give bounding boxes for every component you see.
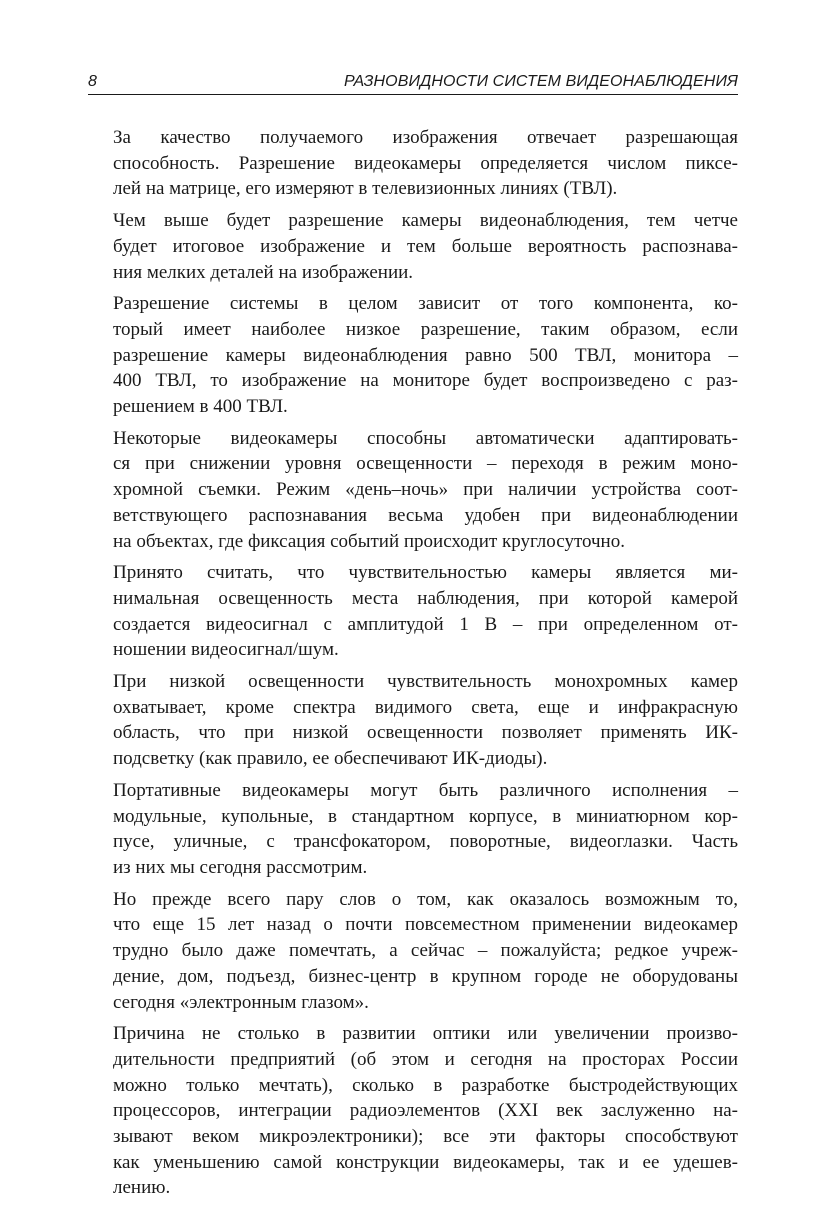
paragraph <box>88 669 738 772</box>
page-number: 8 <box>88 73 97 90</box>
text-line: будет итоговое изображение и тем больше вероятность распознава- <box>113 235 738 257</box>
text-line: из них мы сегодня рассмотрим. <box>113 856 368 878</box>
paragraph <box>88 208 738 285</box>
text-line: разрешение камеры видеонаблюдения равно 500 ТВЛ, монитора – <box>113 344 738 366</box>
paragraph <box>88 426 738 555</box>
text-line: можно только мечтать), сколько в разработке быстродействующих <box>113 1074 738 1096</box>
paragraph <box>88 291 738 420</box>
text-line: Чем выше будет разрешение камеры видеонаблюдения, тем четче <box>113 210 738 232</box>
paragraph <box>88 778 738 881</box>
text-line: ветствующего распознавания весьма удобен при видеонаблюдении <box>113 504 738 526</box>
text-line: хромной съемки. Режим «день–ночь» при наличии устройства соот- <box>113 479 738 501</box>
text-line: При низкой освещенности чувствительность монохромных камер <box>113 671 738 693</box>
text-line: процессоров, интеграции радиоэлементов (XXI век заслуженно на- <box>113 1100 738 1122</box>
text-line: За качество получаемого изображения отвечает разрешающая <box>113 127 738 148</box>
text-line: лей на матрице, его измеряют в телевизионных линиях (ТВЛ). <box>113 178 618 200</box>
paragraph <box>88 125 738 202</box>
text-line: ношении видеосигнал/шум. <box>113 639 339 661</box>
text-line: зывают веком микроэлектроники); все эти факторы способствуют <box>113 1126 738 1148</box>
text-line: Принято считать, что чувствительностью камеры является ми- <box>113 562 738 584</box>
body-text <box>88 125 738 1207</box>
text-line: трудно было даже помечтать, а сейчас – пожалуйста; редкое учреж- <box>113 940 738 962</box>
text-line: ся при снижении уровня освещенности – переходя в режим моно- <box>113 453 738 475</box>
text-line: что еще 15 лет назад о почти повсеместном применении видеокамер <box>113 914 738 936</box>
text-line: создается видеосигнал с амплитудой 1 В – при определенном от- <box>113 613 738 635</box>
running-title: РАЗНОВИДНОСТИ СИСТЕМ ВИДЕОНАБЛЮДЕНИЯ <box>343 73 738 90</box>
text-line: ния мелких деталей на изображении. <box>113 261 414 283</box>
text-line: подсветку (как правило, ее обеспечивают ИК-диоды). <box>113 748 548 770</box>
paragraph <box>88 560 738 663</box>
text-line: область, что при низкой освещенности позволяет применять ИК- <box>113 722 738 744</box>
running-header <box>88 72 738 95</box>
text-line: Разрешение системы в целом зависит от того компонента, ко- <box>113 293 738 315</box>
text-line: охватывает, кроме спектра видимого света, еще и инфракрасную <box>113 696 738 718</box>
paragraph <box>88 1021 738 1201</box>
text-line: сегодня «электронным глазом». <box>113 991 369 1013</box>
text-line: дение, дом, подъезд, бизнес-центр в крупном городе не оборудованы <box>113 965 738 987</box>
text-line: торый имеет наиболее низкое разрешение, таким образом, если <box>113 318 738 340</box>
text-line: дительности предприятий (об этом и сегодня на просторах России <box>113 1048 738 1070</box>
text-line: на объектах, где фиксация событий происходит круглосуточно. <box>113 530 625 552</box>
text-line: 400 ТВЛ, то изображение на мониторе будет воспроизведено с раз- <box>113 370 738 392</box>
text-line: пусе, уличные, с трансфокатором, поворотные, видеоглазки. Часть <box>113 831 738 853</box>
text-line: Причина не столько в развитии оптики или увеличении произво- <box>113 1023 738 1045</box>
paragraph <box>88 887 738 1016</box>
text-line: нимальная освещенность места наблюдения, при которой камерой <box>113 587 738 609</box>
text-line: решением в 400 ТВЛ. <box>113 396 288 418</box>
text-line: Портативные видеокамеры могут быть различного исполнения – <box>113 779 738 801</box>
text-line: лению. <box>113 1177 171 1199</box>
text-line: Некоторые видеокамеры способны автоматически адаптировать- <box>113 427 738 449</box>
text-line: Но прежде всего пару слов о том, как оказалось возможным то, <box>113 888 738 910</box>
text-line: способность. Разрешение видеокамеры определяется числом пиксе- <box>113 152 738 174</box>
text-line: как уменьшению самой конструкции видеокамеры, так и ее удешев- <box>113 1151 738 1173</box>
text-line: модульные, купольные, в стандартном корпусе, в миниатюрном кор- <box>113 805 738 827</box>
